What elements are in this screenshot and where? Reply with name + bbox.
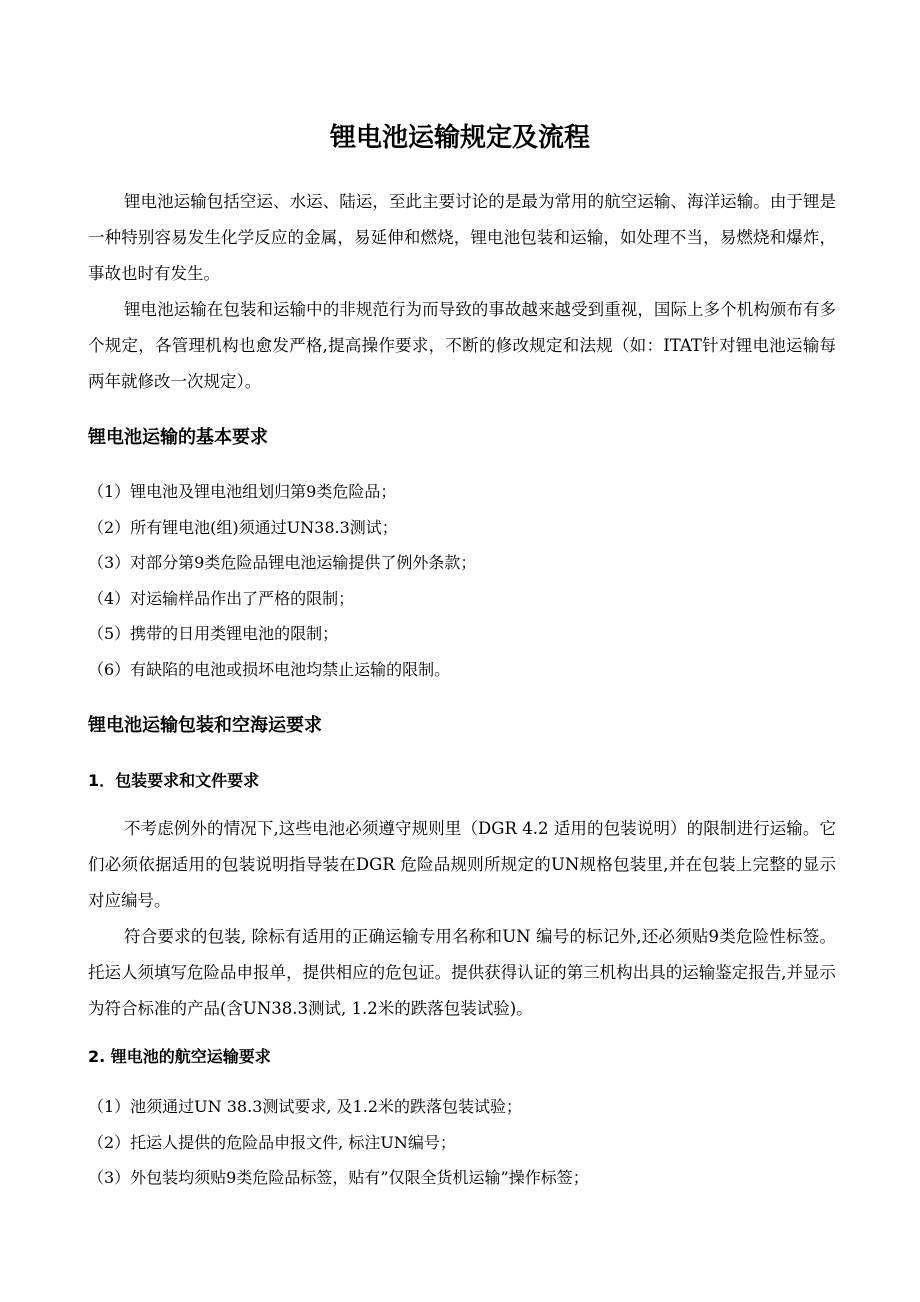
- list-item: （2）所有锂电池(组)须通过UN38.3测试；: [88, 517, 398, 537]
- intro-paragraph-1: 锂电池运输包括空运、水运、陆运，至此主要讨论的是最为常用的航空运输、海洋运输。由于锂是一种特别容易发生化学反应的金属，易延伸和燃烧，锂电池包装和运输，如处理不当，易燃烧和爆炸，事故也时有发生。: [88, 192, 836, 283]
- subsection-heading-air-transport: 2. 锂电池的航空运输要求: [88, 1047, 271, 1066]
- document-title: 锂电池运输规定及流程: [329, 123, 590, 153]
- list-item: （5）携带的日用类锂电池的限制；: [88, 624, 339, 644]
- section-heading-packaging: 锂电池运输包装和空海运要求: [88, 715, 322, 736]
- list-item: （6）有缺陷的电池或损坏电池均禁止运输的限制。: [88, 659, 451, 679]
- section-heading-basic-requirements: 锂电池运输的基本要求: [88, 427, 268, 448]
- list-item: （1）池须通过UN 38.3测试要求, 及1.2米的跌落包装试验；: [88, 1097, 522, 1116]
- list-item: （3）外包装均须贴9类危险品标签，贴有”仅限全货机运输”操作标签；: [88, 1168, 589, 1188]
- packaging-paragraph-1: 不考虑例外的情况下,这些电池必须遵守规则里（DGR 4.2 适用的包装说明）的限制进行运输。它们必须依据适用的包装说明指导装在DGR 危险品规则所规定的UN规格包装里,并在包装上完整的显示对应编号。: [88, 819, 836, 910]
- packaging-paragraph-2: 符合要求的包装, 除标有适用的正确运输专用名称和UN 编号的标记外,还必须贴9类危险性标签。托运人须填写危险品申报单，提供相应的危包证。提供获得认证的第三机构出具的运输鉴定报告,并显示为符合标准的产品(含UN38.3测试, 1.2米的跌落包装试验)。: [88, 927, 836, 1018]
- air-transport-requirements-list: [88, 1089, 848, 1196]
- basic-requirements-list: [88, 474, 848, 688]
- intro-paragraph-2: 锂电池运输在包装和运输中的非规范行为而导致的事故越来越受到重视，国际上多个机构颁布有多个规定，各管理机构也愈发严格,提高操作要求，不断的修改规定和法规（如：ITAT针对锂电池运输每两年就修改一次规定）。: [88, 300, 836, 391]
- list-item: （3）对部分第9类危险品锂电池运输提供了例外条款；: [88, 553, 477, 573]
- list-item: （4）对运输样品作出了严格的限制；: [88, 588, 355, 608]
- list-item: （2）托运人提供的危险品申报文件, 标注UN编号；: [88, 1132, 456, 1152]
- list-item: （1）锂电池及锂电池组划归第9类危险品；: [88, 482, 397, 501]
- subsection-heading-packaging-documents: 1．包装要求和文件要求: [88, 771, 260, 790]
